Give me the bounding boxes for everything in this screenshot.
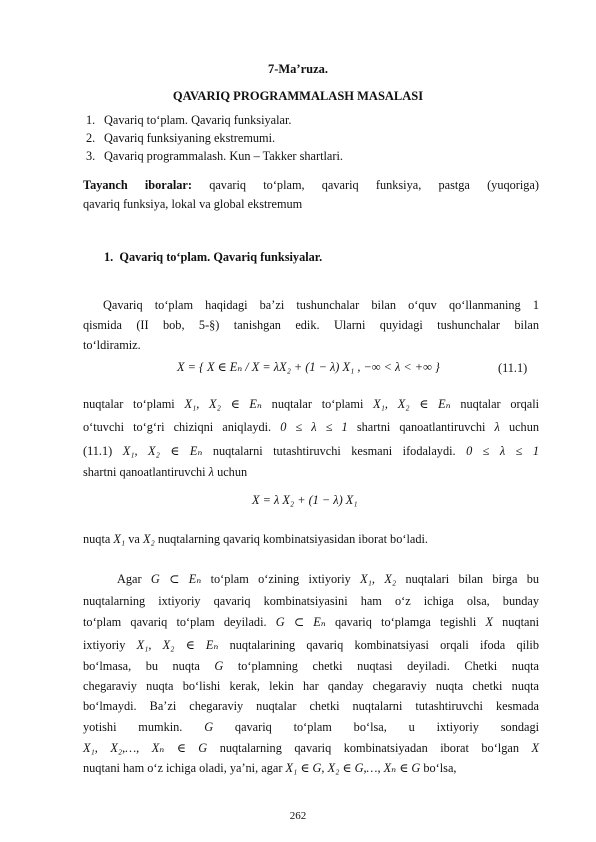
text: qavariq to‘plamga tegishli <box>334 615 477 629</box>
section-heading <box>104 250 322 265</box>
formula-2: X = λ X₂ + (1 − λ) X₁ <box>252 493 358 507</box>
math: G <box>214 659 224 673</box>
toc-item: Qavariq to‘plam. Qavariq funksiyalar. <box>104 113 292 127</box>
math: X <box>531 741 539 755</box>
paragraph-line: qismida (II bob, 5-§) tanishgan edik. Ularni quyidagi tushunchalar bilan <box>83 318 539 332</box>
math: λ <box>208 465 214 479</box>
text: nuqtalarni tutashtiruvchi kesmani ifodalaydi. <box>212 444 456 458</box>
text: shartni qanoatlantiruvchi <box>356 420 486 434</box>
paragraph-line: nuqtalarning ixtiyoriy qavariq kombinatsiyasini ham o‘z ichiga olsa, bunday <box>83 594 539 608</box>
text: uchun <box>217 465 248 479</box>
math: X₁, X₂ ∈ Eₙ <box>136 638 219 652</box>
text: ixtiyoriy <box>83 638 126 652</box>
paragraph-line <box>83 718 539 737</box>
page-number: 262 <box>289 810 307 822</box>
text: to‘plam qavariq to‘plam deyiladi. <box>83 615 267 629</box>
text: to‘plam o‘zining ixtiyoriy <box>210 572 351 586</box>
toc-num: 2. <box>86 131 96 145</box>
math: X₁, X₂ <box>360 572 397 586</box>
toc-num: 3. <box>86 149 96 163</box>
paragraph-line <box>83 532 539 547</box>
paragraph-line <box>83 636 539 655</box>
toc-item: Qavariq programmalash. Kun – Takker shartlari. <box>104 149 343 163</box>
text: bo‘lsa, <box>423 761 457 775</box>
text: shartni qanoatlantiruvchi <box>83 465 206 479</box>
text: uchun <box>508 420 539 434</box>
math: X₁ <box>113 532 126 546</box>
paragraph-line <box>83 739 539 758</box>
text: yotishi mumkin. <box>83 720 183 734</box>
paragraph-line <box>83 657 539 676</box>
formula-11-1: X = { X ∈ Eₙ / X = λX₂ + (1 − λ) X₁ , −∞ < λ < +∞ } <box>177 360 440 374</box>
keywords-line <box>83 176 539 195</box>
math: X₁, X₂,…, Xₙ ∈ G <box>83 741 208 755</box>
text: va <box>128 532 140 546</box>
math: λ <box>494 420 500 434</box>
text: (11.1) <box>83 444 113 458</box>
text: nuqtalar to‘plami <box>83 397 175 411</box>
math: 0 ≤ λ ≤ 1 <box>280 420 348 434</box>
toc-num: 1. <box>86 113 96 127</box>
section-number: 1. <box>104 250 114 264</box>
paragraph-line: Qavariq to‘plam haqidagi ba’zi tushunchalar bilan o‘quv qo‘llanmaning 1 <box>103 298 539 312</box>
text: o‘tuvchi to‘g‘ri chiziqni aniqlaydi. <box>83 420 272 434</box>
lecture-number: 7-Ma’ruza. <box>267 62 329 76</box>
keywords-label: Tayanch iboralar: <box>83 178 192 192</box>
formula-label: (11.1) <box>498 361 528 375</box>
paragraph-line <box>83 613 539 632</box>
text: nuqtani ham o‘z ichiga oladi, ya’ni, agar <box>83 761 283 775</box>
text: bo‘lmasa, bu nuqta <box>83 659 200 673</box>
text: to‘plamning chetki nuqtasi deyiladi. Chetki nuqta <box>237 659 540 673</box>
text: qavariq to‘plam bo‘lsa, u ixtiyoriy sondagi <box>234 720 540 734</box>
math: G ⊂ Eₙ <box>150 572 202 586</box>
paragraph-line: to‘ldiramiz. <box>83 338 141 352</box>
text: nuqtani <box>502 615 540 629</box>
toc-item: Qavariq funksiyaning ekstremumi. <box>104 131 276 145</box>
math: X₁, X₂ ∈ Eₙ <box>373 397 451 411</box>
math: G <box>204 720 214 734</box>
text: nuqtalar orqali <box>460 397 540 411</box>
paragraph-line <box>83 418 539 437</box>
text: Agar <box>117 572 142 586</box>
paragraph-line <box>117 570 539 589</box>
paragraph-line <box>83 442 539 461</box>
text: nuqtalarning qavariq kombinatsiyadan iborat bo‘lgan <box>219 741 519 755</box>
text: nuqtalarining qavariq kombinatsiyasi orqali ifoda qilib <box>229 638 539 652</box>
math: X₁ ∈ G, X₂ ∈ G,…, Xₙ ∈ G <box>285 761 421 775</box>
math: X <box>485 615 493 629</box>
paragraph-line: bo‘lmaydi. Ba’zi chegaraviy nuqtalar chetki nuqtalarni tutashtiruvchi kesmada <box>83 699 539 713</box>
math: 0 ≤ λ ≤ 1 <box>466 444 540 458</box>
math: X₁, X₂ ∈ Eₙ <box>122 444 203 458</box>
paragraph-line: chegaraviy nuqta bo‘lishi kerak, lekin har qanday chegaraviy nuqta chetki nuqta <box>83 679 539 693</box>
keywords-line-2: qavariq funksiya, lokal va global ekstremum <box>83 197 303 211</box>
math: G ⊂ Eₙ <box>275 615 326 629</box>
paragraph-line <box>83 465 539 480</box>
page-title: QAVARIQ PROGRAMMALASH MASALASI <box>172 89 424 103</box>
text: nuqta <box>83 532 111 546</box>
keywords-text: qavariq to‘plam, qavariq funksiya, pastga (yuqoriga) <box>209 178 539 192</box>
text: nuqtalari bilan birga bu <box>405 572 540 586</box>
paragraph-line <box>83 395 539 414</box>
math: X₂ <box>142 532 155 546</box>
text: nuqtalar to‘plami <box>271 397 364 411</box>
paragraph-line <box>83 761 539 776</box>
section-title: Qavariq to‘plam. Qavariq funksiyalar. <box>119 250 323 264</box>
text: nuqtalarning qavariq kombinatsiyasidan iborat bo‘ladi. <box>157 532 428 546</box>
math: X₁, X₂ ∈ Eₙ <box>184 397 262 411</box>
